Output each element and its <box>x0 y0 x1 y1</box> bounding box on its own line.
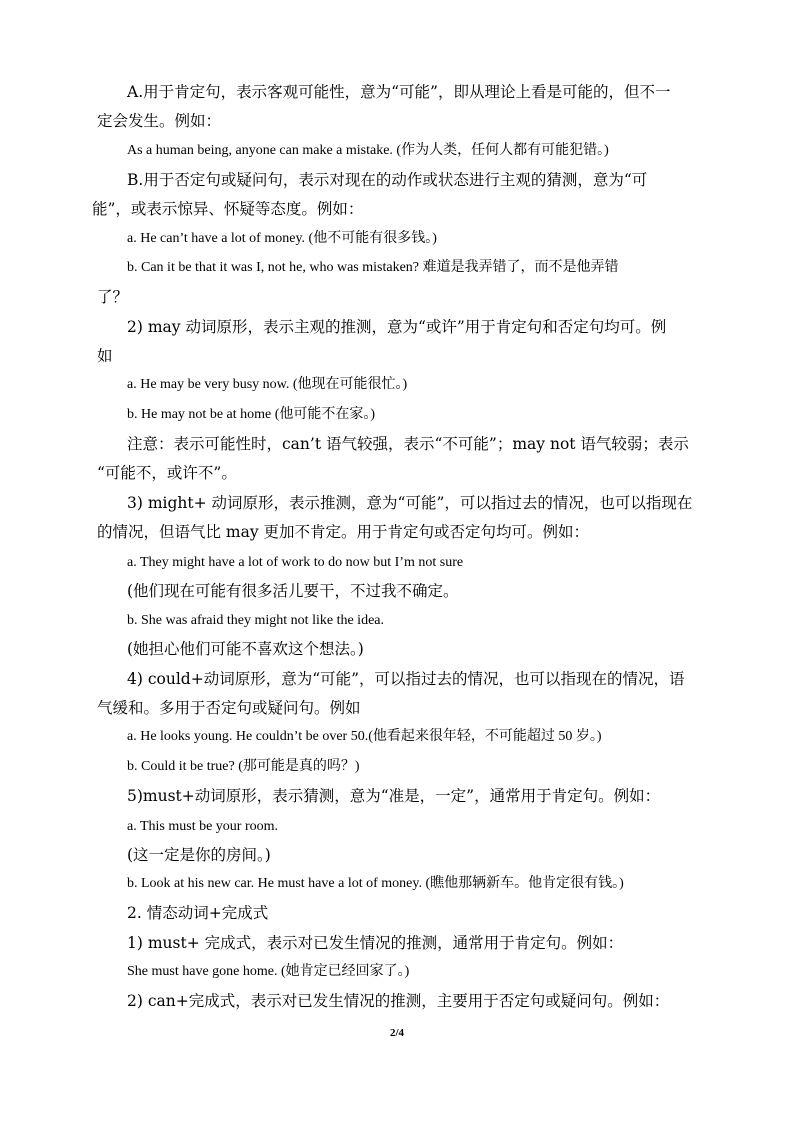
text-line-32: 2) can+完成式，表示对已发生情况的推测，主要用于否定句或疑问句。例如： <box>127 992 670 1010</box>
text-line-21: 4) could+动词原形，意为“可能”，可以指过去的情况，也可以指现在的情况，语 <box>127 670 685 688</box>
text-line-30: 1) must+ 完成式，表示对已发生情况的推测，通常用于肯定句。例如： <box>127 934 624 952</box>
text-line-11: a. He may be very busy now. (他现在可能很忙。) <box>127 377 408 392</box>
text-line-4: B.用于否定句或疑问句，表示对现在的动作或状态进行主观的猜测，意为“可 <box>127 171 648 189</box>
text-line-16: 的情况，但语气比 may 更加不肯定。用于肯定句或否定句均可。例如： <box>97 523 590 541</box>
text-line-12: b. He may not be at home (他可能不在家。) <box>127 407 376 422</box>
text-line-29: 2. 情态动词+完成式 <box>127 904 269 922</box>
text-line-6: a. He can’t have a lot of money. (他不可能有很多钱。) <box>127 231 437 246</box>
text-line-5: 能”，或表示惊异、怀疑等态度。例如： <box>92 200 364 218</box>
text-line-23: a. He looks young. He couldn’t be over 50.(他看起来很年轻，不可能超过 50 岁。) <box>127 729 602 744</box>
text-line-24: b. Could it be true? (那可能是真的吗？) <box>127 759 360 774</box>
text-line-7: b. Can it be that it was I, not he, who was mistaken? 难道是我弄错了，而不是他弄错 <box>127 260 619 275</box>
text-line-10: 如 <box>97 347 113 365</box>
text-line-31: She must have gone home. (她肯定已经回家了。) <box>127 964 410 979</box>
text-line-20: (她担心他们可能不喜欢这个想法。) <box>127 640 364 658</box>
text-line-9: 2) may 动词原形，表示主观的推测，意为“或许”用于肯定句和否定句均可。例 <box>127 318 667 336</box>
text-line-14: “可能不，或许不”。 <box>97 464 237 482</box>
text-line-15: 3) might+ 动词原形，表示推测，意为“可能”，可以指过去的情况，也可以指现在 <box>127 494 693 512</box>
text-line-19: b. She was afraid they might not like the idea. <box>127 613 384 628</box>
text-line-27: (这一定是你的房间。) <box>127 846 271 864</box>
page-number: 2/4 <box>389 1027 405 1039</box>
text-line-22: 气缓和。多用于否定句或疑问句。例如 <box>97 699 361 717</box>
text-line-18: (他们现在可能有很多活儿要干，不过我不确定。 <box>127 582 459 600</box>
text-line-26: a. This must be your room. <box>127 819 279 834</box>
text-line-17: a. They might have a lot of work to do now but I’m not sure <box>127 555 464 570</box>
text-line-2: 定会发生。例如： <box>97 112 222 130</box>
text-line-3: As a human being, anyone can make a mistake. (作为人类，任何人都有可能犯错。) <box>127 143 609 158</box>
text-line-8: 了？ <box>97 288 129 306</box>
text-line-1: A.用于肯定句，表示客观可能性，意为“可能”，即从理论上看是可能的，但不一 <box>127 83 671 101</box>
text-line-13: 注意：表示可能性时，can’t 语气较强，表示“不可能”；may not 语气较弱；表示 <box>127 435 689 453</box>
text-line-25: 5)must+动词原形，表示猜测，意为“准是，一定”，通常用于肯定句。例如： <box>127 787 661 805</box>
text-line-28: b. Look at his new car. He must have a lot of money. (瞧他那辆新车。他肯定很有钱。) <box>127 876 624 891</box>
